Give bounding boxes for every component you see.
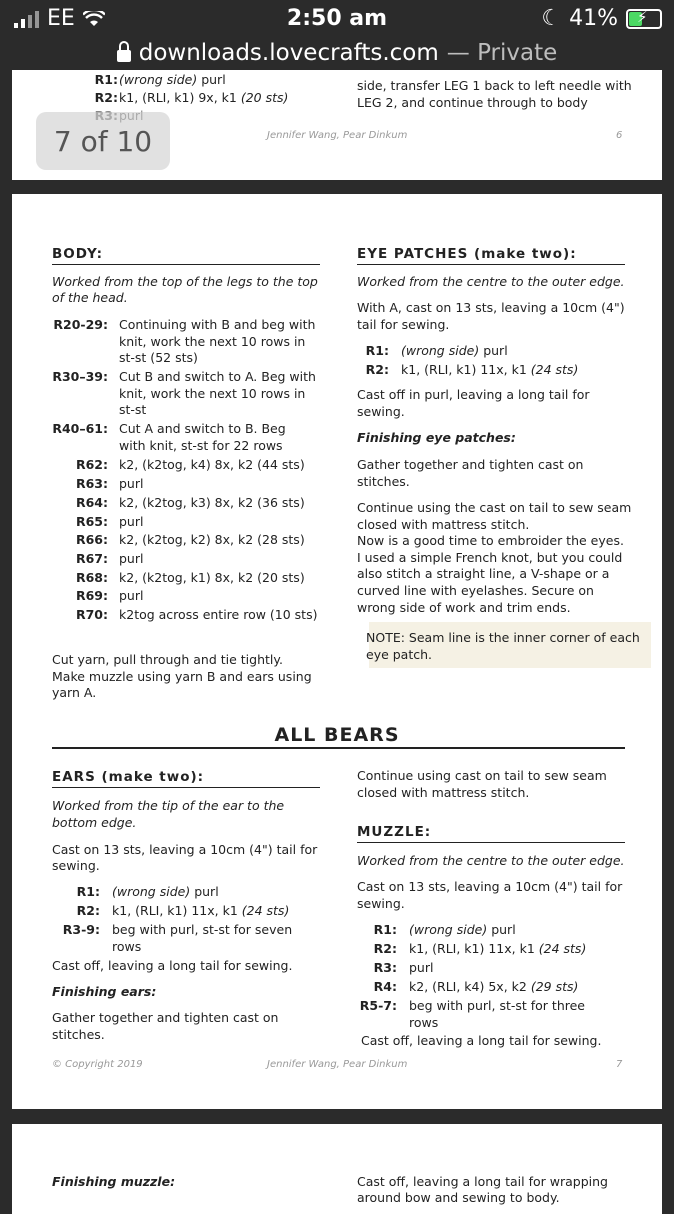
row-text: k2, (k2tog, k1) 8x, k2 (20 sts) (119, 570, 305, 585)
section-heading: EYE PATCHES (make two): (357, 246, 577, 262)
status-bar (0, 0, 674, 36)
text-line: LEG 2, and continue through to body (357, 95, 588, 110)
section-heading: MUZZLE: (357, 824, 432, 840)
row-label: R67: (75, 551, 108, 566)
text-line: wrong side of work and trim ends. (357, 599, 571, 615)
text-line: Gather together and tighten cast on (357, 457, 584, 472)
row-label: R1: (94, 72, 118, 87)
row-text: Cut A and switch to B. Beg (119, 421, 286, 436)
battery-percent: 41% (569, 6, 618, 31)
text-line: around bow and sewing to body. (357, 1190, 560, 1205)
row-text: (wrong side) purl (119, 72, 226, 87)
subheading: Finishing ears: (52, 984, 157, 999)
note-line: NOTE: Seam line is the inner corner of each (366, 630, 640, 645)
row-label: R3-9: (62, 922, 100, 937)
lock-icon (117, 50, 131, 62)
address-bar[interactable] (0, 36, 674, 70)
row-label: R5-7: (359, 998, 397, 1013)
row-label: R66: (75, 532, 108, 547)
footer-page: 7 (616, 1059, 623, 1070)
text-line: Worked from the top of the legs to the top (52, 274, 318, 289)
text-line: Worked from the tip of the ear to the (52, 798, 285, 813)
divider (52, 787, 320, 788)
text-line: Cast on 13 sts, leaving a 10cm (4") tail for (52, 842, 318, 857)
text-line: curved line with eyelashes. Secure on (357, 583, 594, 598)
row-text: rows (112, 939, 142, 954)
row-text: k2, (RLI, k4) 5x, k2 (29 sts) (409, 979, 579, 994)
text-line: of the head. (52, 290, 128, 305)
divider (357, 264, 625, 265)
row-text: k1, (RLI, k1) 11x, k1 (24 sts) (401, 362, 579, 377)
row-label: R4: (373, 979, 397, 994)
footer-author: Jennifer Wang, Pear Dinkum (267, 130, 408, 141)
row-label: R63: (75, 476, 108, 491)
text-line: Gather together and tighten cast on (52, 1010, 279, 1025)
row-label: R40–61: (52, 421, 108, 436)
text-line: Now is a good time to embroider the eyes. (357, 533, 624, 549)
row-label: R68: (75, 570, 108, 585)
note-line: eye patch. (366, 647, 433, 662)
text-line: Worked from the centre to the outer edge. (357, 853, 625, 868)
row-label: R65: (75, 514, 108, 529)
divider (52, 747, 625, 749)
row-text: st-st (52 sts) (119, 350, 198, 365)
row-text: (wrong side) purl (112, 884, 219, 899)
text-line: sewing. (52, 858, 100, 873)
section-heading: BODY: (52, 246, 103, 262)
row-label: R2: (373, 941, 397, 956)
row-label: R2: (76, 903, 100, 918)
row-text: (wrong side) purl (409, 922, 516, 937)
page-indicator: 7 of 10 (36, 112, 170, 170)
text-line: Cast on 13 sts, leaving a 10cm (4") tail for (357, 879, 623, 894)
footer-copyright: © Copyright 2019 (52, 1059, 143, 1070)
text-line: closed with mattress stitch. (357, 785, 530, 800)
row-label: R2: (94, 90, 118, 105)
row-text: (wrong side) purl (401, 343, 508, 358)
row-label: R64: (75, 495, 108, 510)
subheading: Finishing eye patches: (357, 430, 516, 445)
row-label: R1: (365, 343, 389, 358)
row-label: R1: (76, 884, 100, 899)
text-line: With A, cast on 13 sts, leaving a 10cm (4") (357, 300, 625, 315)
text-line: Cast off, leaving a long tail for wrapping (357, 1174, 608, 1189)
clock: 2:50 am (286, 6, 388, 31)
row-label: R30–39: (52, 369, 108, 384)
footer-page: 6 (616, 130, 623, 141)
section-heading: EARS (make two): (52, 769, 205, 785)
row-text: purl (119, 476, 144, 491)
row-label: R70: (75, 607, 108, 622)
text-line: I used a simple French knot, but you could (357, 549, 623, 565)
text-line: Worked from the centre to the outer edge. (357, 274, 625, 289)
row-label: R2: (365, 362, 389, 377)
subheading: Finishing muzzle: (52, 1174, 176, 1189)
text-line: yarn A. (52, 685, 97, 700)
footer-author: Jennifer Wang, Pear Dinkum (267, 1059, 408, 1070)
row-text: knit, work the next 10 rows in (119, 333, 306, 349)
divider (357, 842, 625, 843)
row-text: Cut B and switch to A. Beg with (119, 369, 316, 384)
divider (52, 264, 320, 265)
text-line: stitches. (52, 1027, 105, 1042)
text-line: Make muzzle using yarn B and ears using (52, 669, 312, 684)
text-line: stitches. (357, 474, 410, 489)
row-text: rows (409, 1015, 439, 1030)
text-line: bottom edge. (52, 815, 137, 830)
private-label: — Private (446, 40, 558, 66)
row-label: R3: (373, 960, 397, 975)
row-text: Continuing with B and beg with (119, 317, 316, 332)
row-label: R1: (373, 922, 397, 937)
text-line: sewing. (357, 404, 405, 419)
text-line: Cut yarn, pull through and tie tightly. (52, 652, 283, 667)
url-text[interactable]: downloads.lovecrafts.com (138, 40, 439, 66)
row-text: k2, (k2tog, k4) 8x, k2 (44 sts) (119, 457, 305, 472)
row-text: beg with purl, st-st for seven (112, 922, 293, 937)
text-line: Continue using the cast on tail to sew seam (357, 500, 632, 515)
row-text: beg with purl, st-st for three (409, 998, 585, 1013)
text-line: sewing. (357, 896, 405, 911)
text-line: Cast off in purl, leaving a long tail for (357, 387, 590, 402)
row-text: purl (409, 960, 434, 975)
text-line: Cast off, leaving a long tail for sewing. (361, 1033, 602, 1048)
text-line: Cast off, leaving a long tail for sewing. (52, 958, 293, 973)
row-text: purl (119, 588, 144, 603)
text-line: side, transfer LEG 1 back to left needle with (357, 78, 632, 93)
text-line: also stitch a straight line, a V-shape or a (357, 566, 610, 582)
row-text: with knit, st-st for 22 rows (119, 437, 283, 453)
row-text: k2, (k2tog, k3) 8x, k2 (36 sts) (119, 495, 305, 510)
row-label: R62: (75, 457, 108, 472)
row-label: R20-29: (53, 317, 108, 332)
moon-icon: ☾ (541, 6, 562, 31)
row-label: R69: (75, 588, 108, 603)
row-text: k1, (RLI, k1) 9x, k1 (20 sts) (119, 90, 289, 105)
text-line: tail for sewing. (357, 317, 450, 332)
pdf-page-7 (12, 194, 662, 1109)
row-text: knit, work the next 10 rows in (119, 385, 306, 401)
row-text: st-st (119, 402, 147, 417)
row-text: k1, (RLI, k1) 11x, k1 (24 sts) (409, 941, 587, 956)
pdf-page-8 (12, 1124, 662, 1214)
row-text: purl (119, 551, 144, 566)
battery-icon: ⚡ (626, 9, 662, 29)
row-text: purl (119, 514, 144, 529)
row-text: k2tog across entire row (10 sts) (119, 607, 318, 622)
text-line: Continue using cast on tail to sew seam (357, 768, 607, 783)
all-bears-heading: ALL BEARS (274, 724, 400, 746)
carrier-label: EE (47, 6, 75, 31)
row-text: k2, (k2tog, k2) 8x, k2 (28 sts) (119, 532, 305, 547)
row-text: k1, (RLI, k1) 11x, k1 (24 sts) (112, 903, 290, 918)
text-line: closed with mattress stitch. (357, 516, 530, 532)
